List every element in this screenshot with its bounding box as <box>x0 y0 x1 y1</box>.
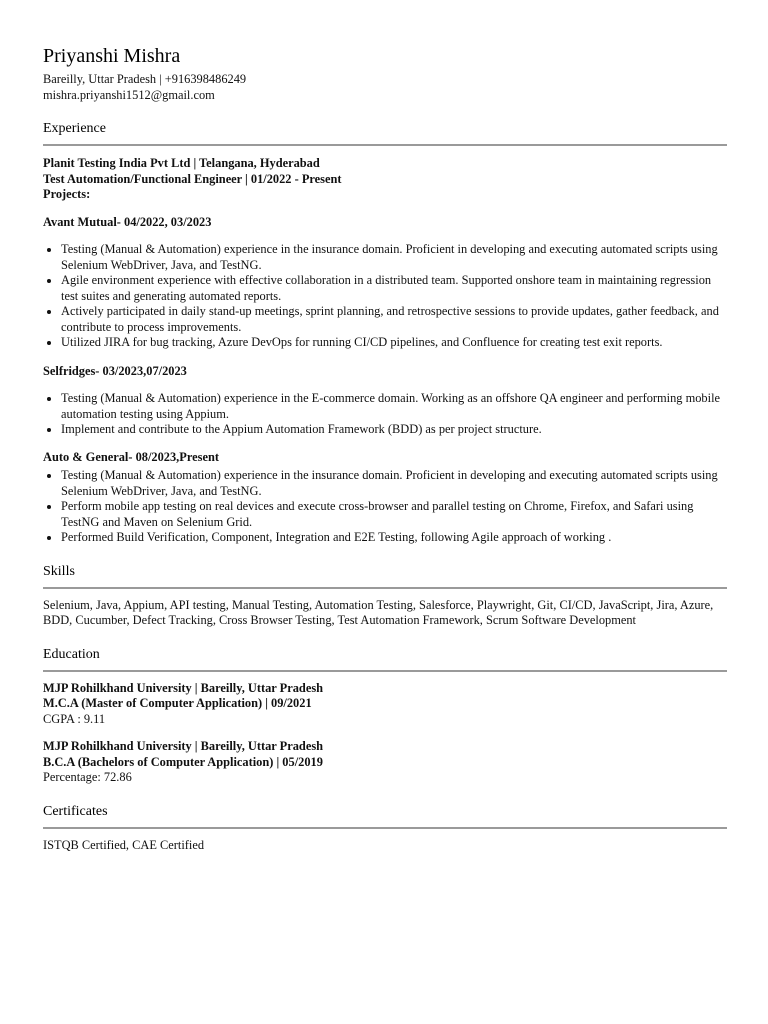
degree: B.C.A (Bachelors of Computer Application) | 05/2019 <box>43 754 323 769</box>
bullet-item: • Agile environment experience with effective collaboration in a distributed team. Supported onshore team in maintaining regression test suites and generating automated reports. <box>61 273 727 304</box>
candidate-name: Priyanshi Mishra <box>43 45 181 67</box>
education-heading: Education <box>43 646 100 662</box>
bullet-item: • Implement and contribute to the Appium Automation Framework (BDD) as per project structure. <box>61 422 727 438</box>
skills-heading: Skills <box>43 563 75 579</box>
email-address: mishra.priyanshi1512@gmail.com <box>43 87 215 102</box>
experience-section <box>43 120 727 546</box>
resume-header <box>43 44 727 103</box>
project-auto-general <box>43 450 727 546</box>
bullet-item: • Actively participated in daily stand-up meetings, sprint planning, and retrospective sessions to provide updates, gather feedback, and contribute to process improvements. <box>61 304 727 335</box>
project-title: Auto & General- 08/2023,Present <box>43 449 219 464</box>
experience-heading: Experience <box>43 121 106 136</box>
score: Percentage: 72.86 <box>43 770 132 784</box>
bullet-item: • Testing (Manual & Automation) experience in the E-commerce domain. Working as an offshore QA engineer and performing mobile automation testing using Appium. <box>61 391 727 422</box>
skills-section <box>43 563 727 629</box>
project-bullets <box>43 242 727 351</box>
degree: M.C.A (Master of Computer Application) | 09/2021 <box>43 696 312 710</box>
project-title: Selfridges- 03/2023,07/2023 <box>43 363 187 378</box>
section-divider <box>43 827 727 829</box>
institution: MJP Rohilkhand University | Bareilly, Uttar Pradesh <box>43 739 324 753</box>
bullet-item: • Performed Build Verification, Component, Integration and E2E Testing, following Agile approach of working . <box>61 530 727 546</box>
bullet-item: • Perform mobile app testing on real devices and execute cross-browser and parallel testing on Chrome, Firefox, and Safari using TestNG and Maven on Selenium Grid. <box>61 499 727 530</box>
projects-label: Projects: <box>43 187 91 201</box>
project-bullets <box>43 468 727 546</box>
project-selfridges <box>43 364 727 438</box>
section-divider <box>43 587 727 589</box>
section-divider <box>43 670 727 672</box>
bullet-item: • Testing (Manual & Automation) experience in the insurance domain. Proficient in developing and executing automated scripts using Selenium WebDriver, Java, and TestNG. <box>61 242 727 273</box>
certificates-section <box>43 803 727 854</box>
education-section <box>43 646 727 786</box>
section-divider <box>43 144 727 146</box>
certificates-list: ISTQB Certified, CAE Certified <box>43 837 205 852</box>
institution: MJP Rohilkhand University | Bareilly, Uttar Pradesh <box>43 680 324 695</box>
role-line: Test Automation/Functional Engineer | 01/2022 - Present <box>43 171 342 186</box>
project-title: Avant Mutual- 04/2022, 03/2023 <box>43 214 212 229</box>
bullet-item: • Testing (Manual & Automation) experience in the insurance domain. Proficient in developing and executing automated scripts using Selenium WebDriver, Java, and TestNG. <box>61 468 727 499</box>
project-avant-mutual <box>43 215 727 351</box>
location-phone: Bareilly, Uttar Pradesh | +916398486249 <box>43 72 247 86</box>
bullet-item: • Utilized JIRA for bug tracking, Azure DevOps for running CI/CD pipelines, and Confluence for creating test exit reports. <box>61 335 727 351</box>
certificates-heading: Certificates <box>43 803 108 819</box>
company-line: Planit Testing India Pvt Ltd | Telangana, Hyderabad <box>43 156 320 170</box>
project-bullets <box>43 391 727 438</box>
education-entry <box>43 739 727 786</box>
skills-list: Selenium, Java, Appium, API testing, Manual Testing, Automation Testing, Salesforce, Playwright, Git, CI/CD, JavaScript, Jira, Azure, BDD, Cucumber, Defect Tracking, Cross Browser Testing, Test Automation Framework, Scrum Software Development <box>43 597 714 627</box>
score: CGPA : 9.11 <box>43 711 106 726</box>
education-entry <box>43 681 727 728</box>
